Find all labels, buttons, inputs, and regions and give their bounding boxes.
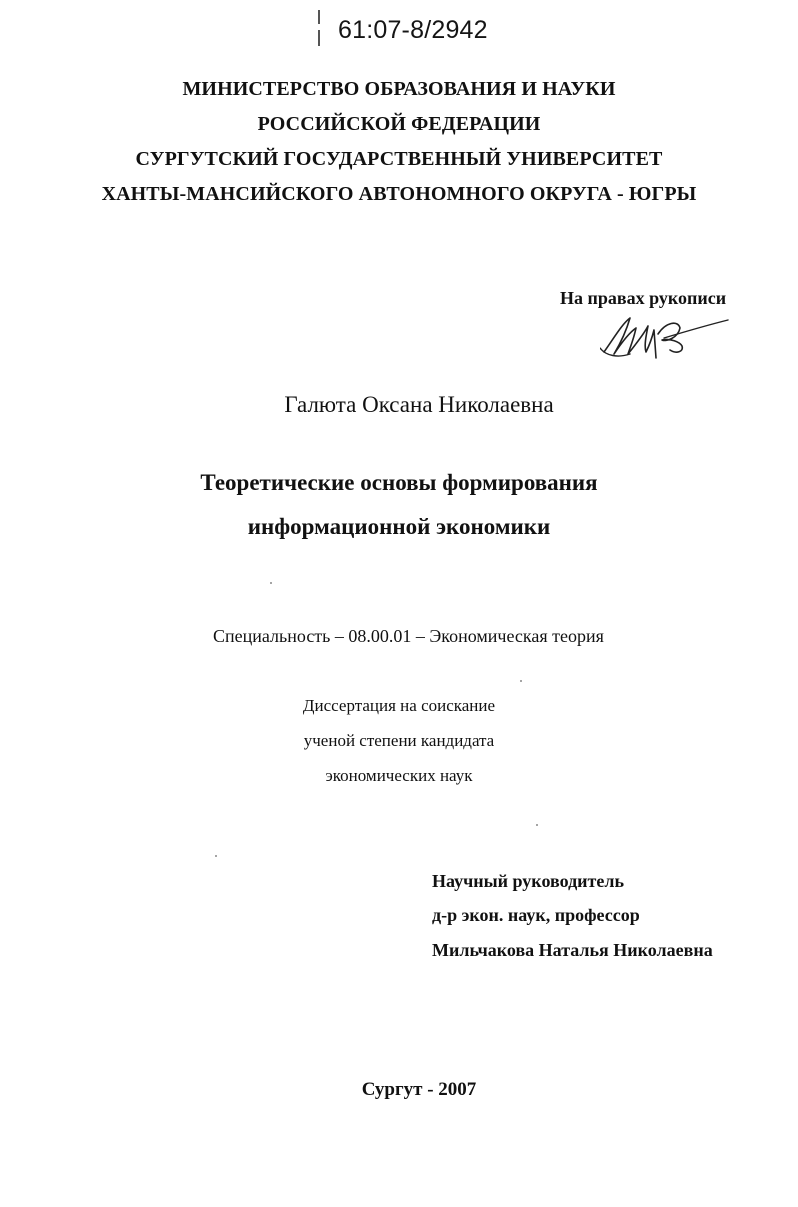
rights-note: На правах рукописи: [560, 288, 727, 308]
scan-mark: [318, 30, 320, 46]
scan-speck: [270, 582, 272, 584]
supervisor-name: Мильчакова Наталья Николаевна: [432, 940, 713, 960]
scan-mark: [318, 10, 320, 24]
specialty: Специальность – 08.00.01 – Экономическая теория: [213, 626, 604, 646]
place-year: Сургут - 2007: [361, 1079, 477, 1100]
catalog-number: 61:07-8/2942: [338, 16, 488, 44]
scan-speck: [215, 855, 217, 857]
header-university: СУРГУТСКИЙ ГОСУДАРСТВЕННЫЙ УНИВЕРСИТЕТ: [135, 148, 663, 170]
scan-speck: [536, 824, 538, 826]
degree-line-2: ученой степени кандидата: [303, 731, 495, 750]
header-ministry: МИНИСТЕРСТВО ОБРАЗОВАНИЯ И НАУКИ: [182, 78, 616, 100]
dissertation-title-line-1: Теоретические основы формирования: [200, 470, 598, 495]
degree-line-1: Диссертация на соискание: [302, 696, 496, 715]
dissertation-title-line-2: информационной экономики: [247, 514, 551, 539]
header-federation: РОССИЙСКОЙ ФЕДЕРАЦИИ: [257, 113, 541, 135]
author-name: Галюта Оксана Николаевна: [284, 392, 554, 417]
signature-mark: [600, 308, 730, 366]
scan-speck: [520, 680, 522, 682]
header-region: ХАНТЫ-МАНСИЙСКОГО АВТОНОМНОГО ОКРУГА - ЮГРЫ: [101, 183, 697, 205]
supervisor-degree: д-р экон. наук, профессор: [432, 905, 640, 925]
degree-line-3: экономических наук: [325, 766, 473, 785]
supervisor-label: Научный руководитель: [432, 871, 624, 891]
